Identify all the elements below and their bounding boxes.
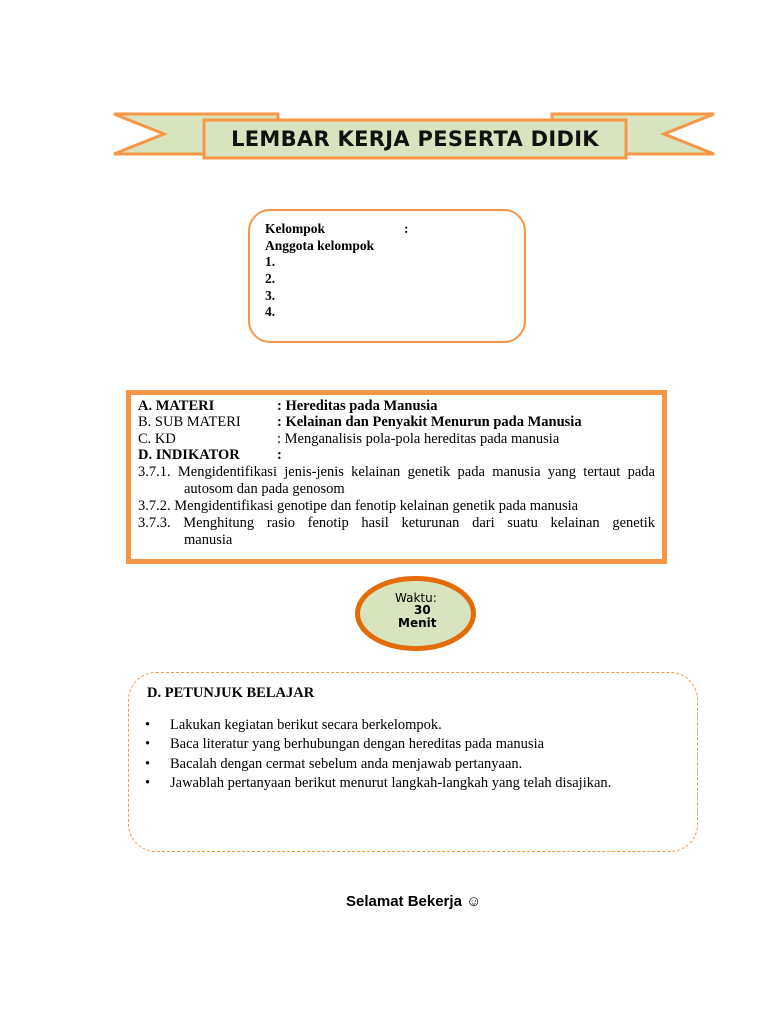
instructions-title: D. PETUNJUK BELAJAR <box>147 685 315 701</box>
bullet-icon: • <box>145 717 151 733</box>
indicator-1-line-1: 3.7.1. Mengidentifikasi jenis-jenis kelainan genetik pada manusia yang tertaut pada <box>138 464 655 480</box>
indicator-3-line-2: manusia <box>184 532 233 548</box>
list-item <box>145 717 442 734</box>
closing-message: Selamat Bekerja ☺ <box>346 893 482 910</box>
list-item-text: Jawablah pertanyaan berikut menurut langkah-langkah yang telah disajikan. <box>170 775 612 791</box>
time-number: 30 <box>414 603 431 617</box>
bullet-icon: • <box>145 736 151 752</box>
kelompok-label: Kelompok <box>265 221 326 236</box>
list-item-text: Lakukan kegiatan berikut secara berkelompok. <box>170 717 442 733</box>
list-item <box>145 756 522 773</box>
indicator-2: 3.7.2. Mengidentifikasi genotipe dan fenotip kelainan genetik pada manusia <box>138 498 579 514</box>
time-label: Waktu: <box>395 591 437 605</box>
kd-key: C. KD <box>138 431 176 447</box>
anggota-label: Anggota kelompok <box>265 238 375 253</box>
member-line: 3. <box>265 288 276 303</box>
submateri-value: : Kelainan dan Penyakit Menurun pada Manusia <box>277 414 582 430</box>
kelompok-colon: : <box>404 221 409 236</box>
indikator-key: D. INDIKATOR <box>138 447 240 463</box>
member-line: 4. <box>265 304 276 319</box>
indicator-3-line-1: 3.7.3. Menghitung rasio fenotip hasil keturunan dari suatu kelainan genetik <box>138 515 655 531</box>
member-line: 2. <box>265 271 276 286</box>
list-item <box>145 736 544 753</box>
submateri-key: B. SUB MATERI <box>138 414 241 430</box>
list-item-text: Bacalah dengan cermat sebelum anda menjawab pertanyaan. <box>170 756 523 772</box>
materi-key: A. MATERI <box>138 398 215 414</box>
indicator-1-line-2: autosom dan pada genosom <box>184 481 345 497</box>
list-item <box>145 775 611 792</box>
materi-value: : Hereditas pada Manusia <box>277 398 438 414</box>
kd-value: : Menganalisis pola-pola hereditas pada manusia <box>277 431 560 447</box>
bullet-icon: • <box>145 775 151 791</box>
member-line: 1. <box>265 254 276 269</box>
page-title: LEMBAR KERJA PESERTA DIDIK <box>231 127 599 151</box>
list-item-text: Baca literatur yang berhubungan dengan hereditas pada manusia <box>170 736 545 752</box>
indikator-colon: : <box>277 447 282 463</box>
time-unit: Menit <box>398 616 437 630</box>
bullet-icon: • <box>145 756 151 772</box>
